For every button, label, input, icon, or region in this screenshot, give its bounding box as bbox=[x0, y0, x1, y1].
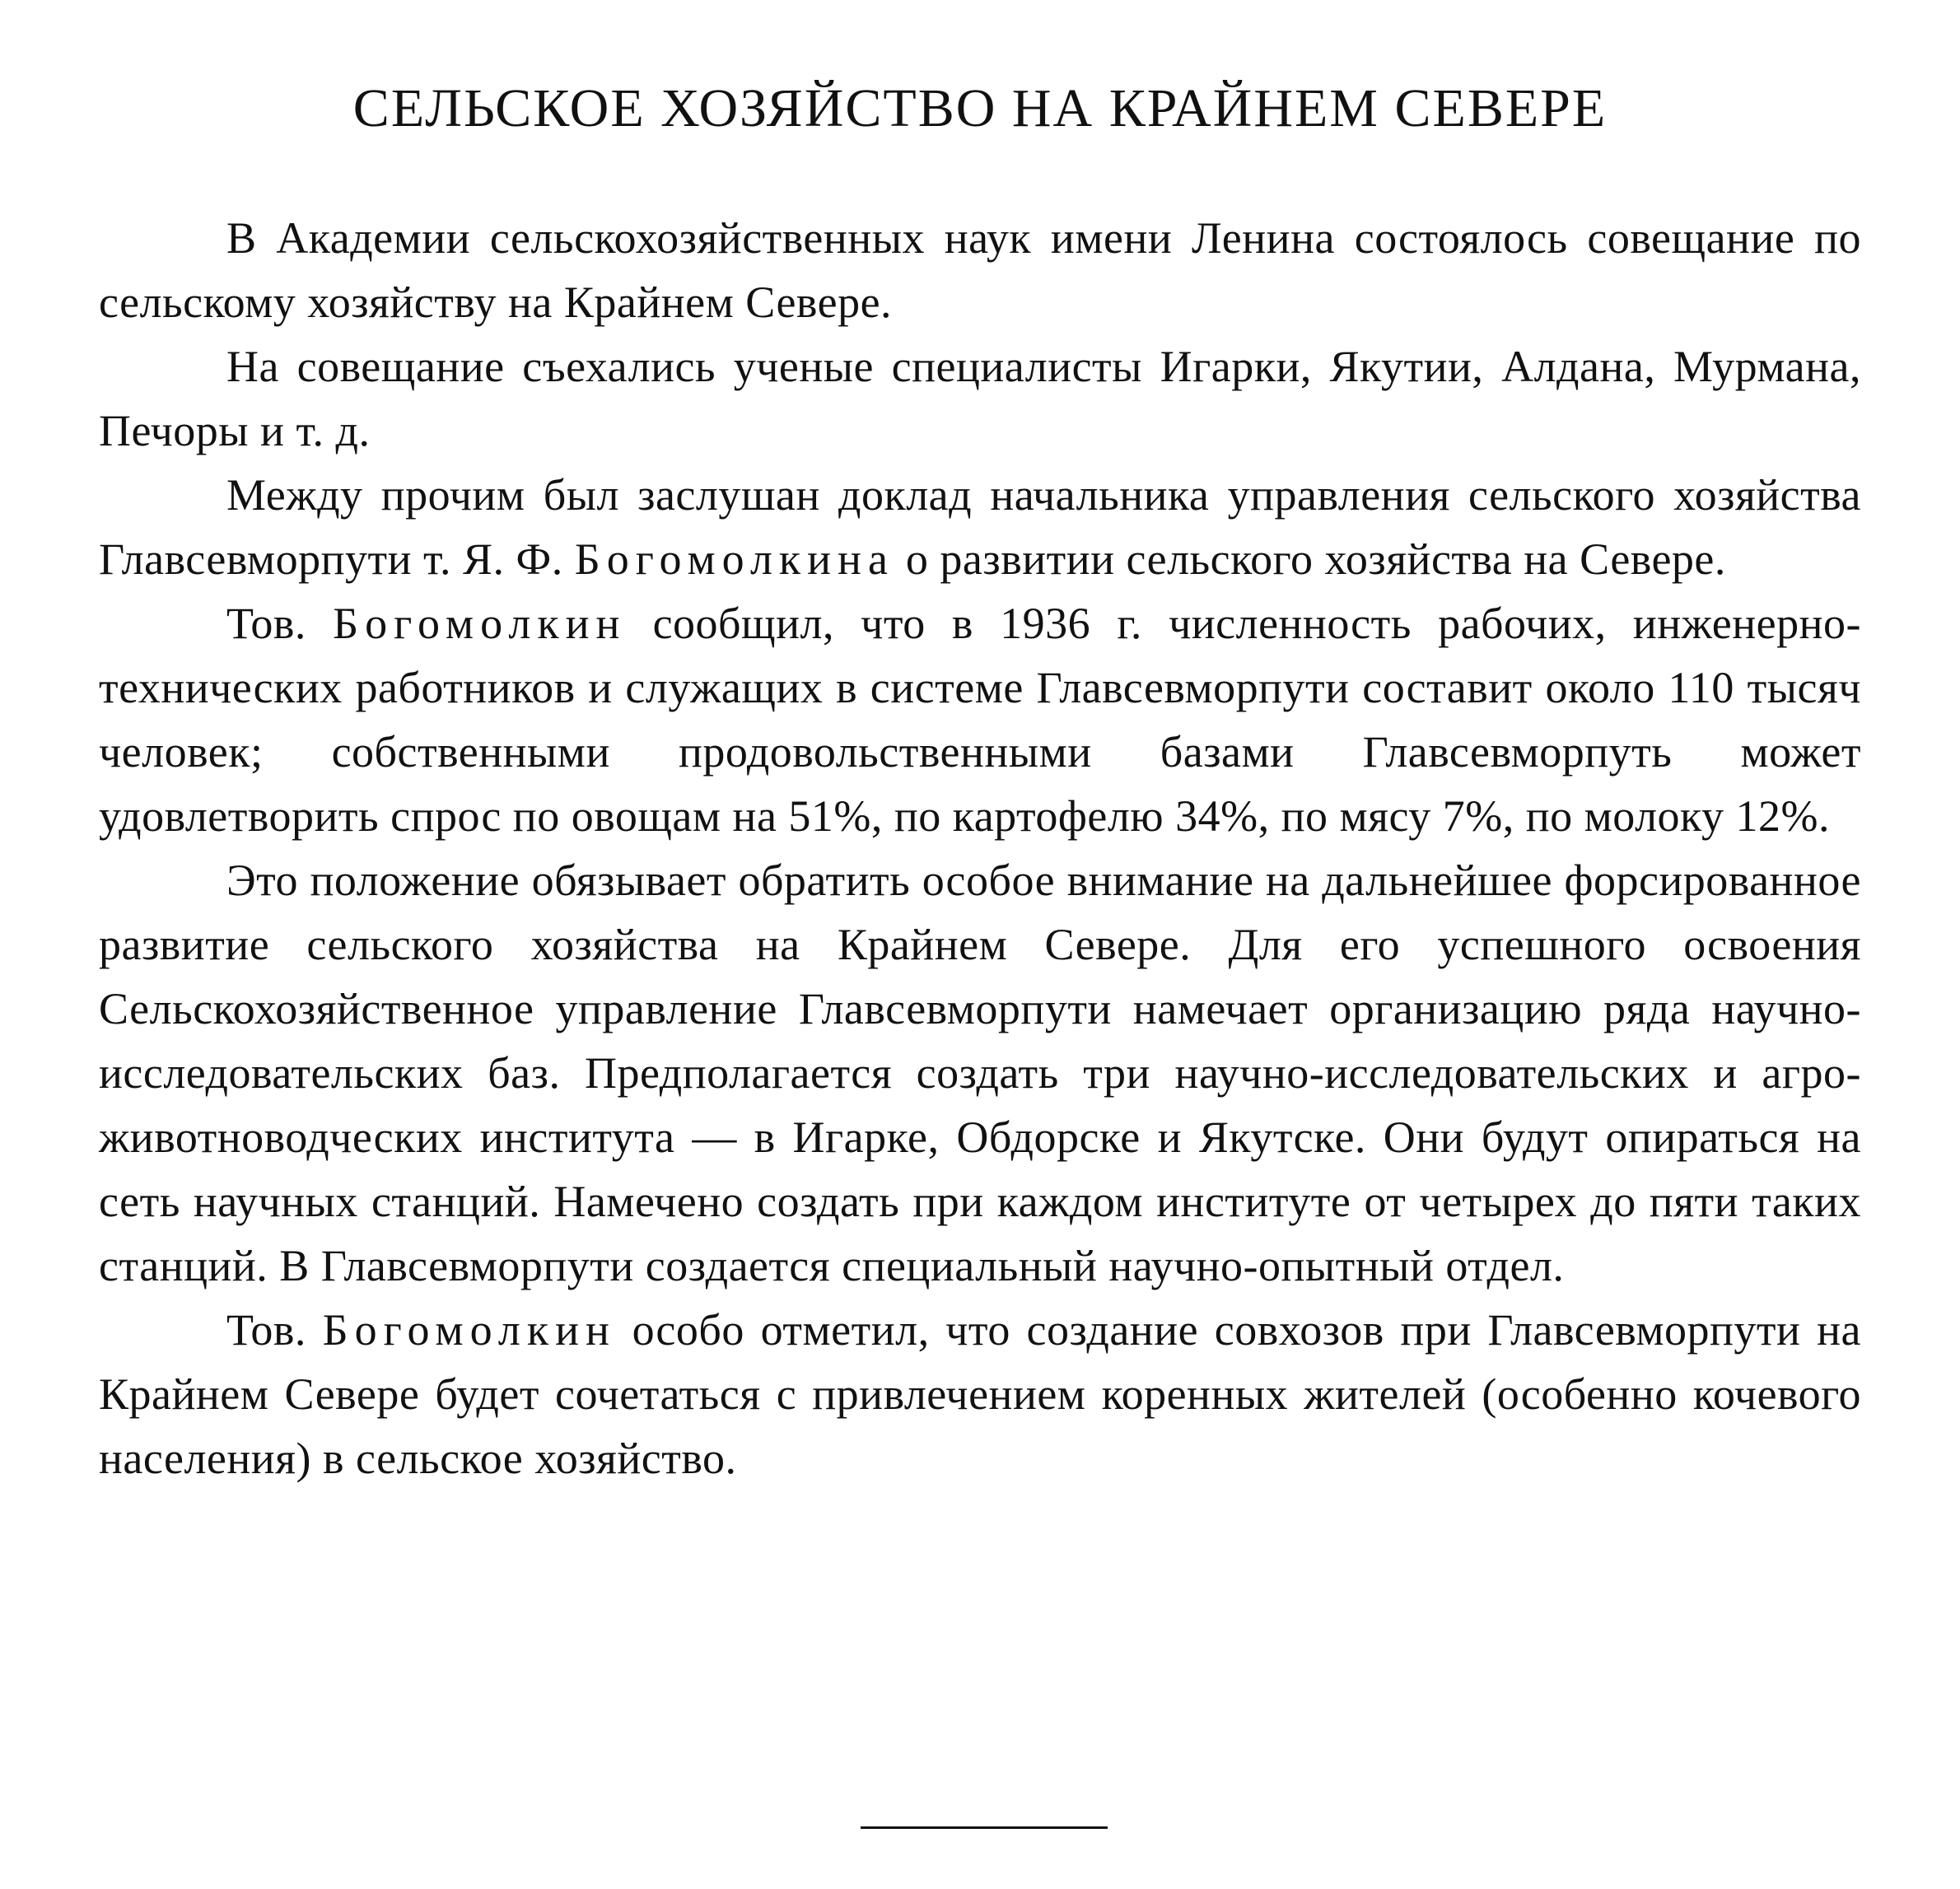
paragraph-3-lead: Между прочим был заслушан доклад начальника управления сельского хозяйства Главсевморпути т. Я. Ф. bbox=[99, 470, 1861, 584]
article-body bbox=[99, 206, 1861, 1490]
paragraph-4-rest: сообщил, что в 1936 г. численность рабочих, инженерно-технических работников и служащих в системе Главсевморпути составит около 110 тысяч человек; собственными продовольственными базами Главсевморпуть может удовлетворить спрос по овощам на 51%, по картофелю 34%, по мясу 7%, по молоку 12%. bbox=[99, 599, 1861, 841]
paragraph-6-lead: Тов. bbox=[226, 1305, 323, 1355]
paragraph-4-lead: Тов. bbox=[226, 599, 334, 648]
speaker-name: Богомолкин bbox=[333, 599, 627, 648]
paragraph-4 bbox=[99, 591, 1861, 848]
paragraph-6 bbox=[99, 1298, 1861, 1490]
article-title: СЕЛЬСКОЕ ХОЗЯЙСТВО НА КРАЙНЕМ СЕВЕРЕ bbox=[352, 78, 1608, 138]
speaker-name: Богомолкина bbox=[574, 534, 894, 584]
end-rule-divider bbox=[861, 1826, 1108, 1829]
paragraph-2: На совещание съехались ученые специалисты Игарки, Якутии, Алдана, Мурмана, Печоры и т. д. bbox=[99, 342, 1861, 455]
paragraph-6-rest: особо отметил, что создание совхозов при Главсевморпути на Крайнем Севере будет сочетаться с привлечением коренных жителей (особенно кочевого населения) в сельское хозяйство. bbox=[99, 1305, 1862, 1483]
speaker-name: Богомолкин bbox=[322, 1305, 616, 1355]
paragraph-5: Это положение обязывает обратить особое внимание на дальнейшее форсированное развитие сельского хозяйства на Крайнем Севере. Для его успешного освоения Сельскохозяйственное управление Главсевморпути намечает организацию ряда научно-исследовательских баз. Предполагается создать три научно-исследовательских и агро-животноводческих института — в Игарке, Обдорске и Якутске. Они будут опираться на сеть научных станций. Намечено создать при каждом институте от четырех до пяти таких станций. В Главсевморпути создается специальный научно-опытный отдел. bbox=[99, 856, 1861, 1290]
paragraph-1: В Академии сельскохозяйственных наук имени Ленина состоялось совещание по сельскому хозяйству на Крайнем Севере. bbox=[99, 213, 1861, 327]
paragraph-3-rest: о развитии сельского хозяйства на Севере. bbox=[894, 534, 1726, 584]
paragraph-3 bbox=[99, 463, 1861, 591]
